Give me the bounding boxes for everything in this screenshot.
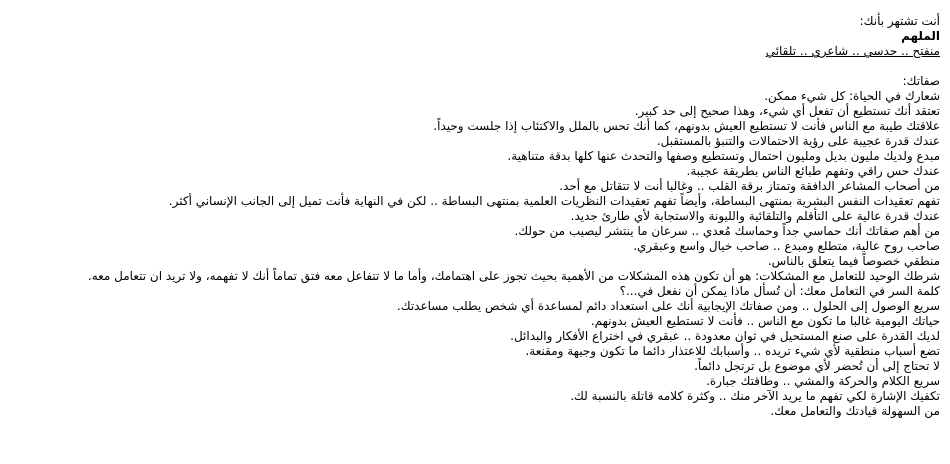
- quality-item: عندك قدرة عالية على التأقلم والتلقائية والليونة والاستجابة لأي طارئ جديد.: [570, 209, 940, 223]
- quality-item: مبدع ولديك مليون بديل ومليون احتمال وتستطيع وصفها والتحدث عنها كلها بدقة متناهية.: [507, 149, 940, 163]
- intro-text: أنت تشتهر بأنك:: [859, 14, 940, 28]
- quality-item: كلمة السر في التعامل معك: أن تُسأل ماذا يمكن أن نفعل في...؟: [619, 284, 940, 298]
- quality-item: من أصحاب المشاعر الدافقة وتمتاز برقة القلب .. وغالبا أنت لا تتقاتل مع أحد.: [559, 179, 940, 193]
- traits-line: منفتح .. حدسي .. شاعري .. تلقائي: [765, 44, 940, 58]
- quality-item: شعارك في الحياة: كل شيء ممكن.: [764, 89, 940, 103]
- quality-item: تعتقد أنك تستطيع أن تفعل أي شيء، وهذا صحيح إلى حد كبير.: [634, 104, 940, 118]
- quality-item: منطقي خصوصاً فيما يتعلق بالناس.: [767, 254, 940, 268]
- quality-item: حياتك اليومية غالبا ما تكون مع الناس .. فأنت لا تستطيع العيش بدونهم.: [590, 314, 940, 328]
- quality-item: سريع الوصول إلى الحلول .. ومن صفاتك الإيجابية أنك على استعداد دائم لمساعدة أي شخص يطلب مساعدتك.: [396, 299, 940, 313]
- quality-item: عندك حس راقي وتفهم طبائع الناس بطريقة عجيبة.: [686, 164, 940, 178]
- quality-item: تكفيك الإشارة لكي تفهم ما يريد الآخر منك .. وكثرة كلامه قاتلة بالنسبة لك.: [570, 389, 940, 403]
- qualities-list: [4, 89, 940, 419]
- quality-item: علاقتك طيبة مع الناس فأنت لا تستطيع العيش بدونهم، كما أنك تحس بالملل والاكتئاب إذا جلست وحيداً.: [433, 119, 940, 133]
- spacer: [4, 59, 940, 74]
- quality-item: تضع أسباب منطقية لأي شيء تريده .. وأسبابك للاعتذار دائما ما تكون وجيهة ومقنعة.: [525, 344, 940, 358]
- quality-item: لديك القدرة على صنع المستحيل في ثوان معدودة .. عبقري في اختراع الأفكار والبدائل.: [510, 329, 940, 343]
- quality-item: تفهم تعقيدات النفس البشرية بمنتهى البساطة، وأيضاً تفهم تعقيدات النظريات العلمية بمنتهى البساطة .. لكن في النهاية فأنت تميل إلى الجانب الإنساني أكثر.: [168, 194, 940, 208]
- quality-item: سريع الكلام والحركة والمشي .. وطاقتك جبارة.: [706, 374, 940, 388]
- personality-title: الملهم: [901, 29, 940, 43]
- quality-item: صاحب روح عالية، متطلع ومبدع .. صاحب خيال واسع وعبقري.: [633, 239, 940, 253]
- quality-item: عندك قدرة عجيبة على رؤية الاحتمالات والتنبؤ بالمستقبل.: [656, 134, 940, 148]
- quality-item: لا تحتاج إلى أن تُحضر لأي موضوع بل ترتجل دائماً.: [694, 359, 940, 373]
- quality-item: شرطك الوحيد للتعامل مع المشكلات: هو أن تكون هذه المشكلات من الأهمية بحيث تجوز على اهتمامك، وأما ما لا تتفاعل معه فتق تماماً أنك لا تفهمه، ولا تريد ان تتعامل معه.: [87, 269, 940, 283]
- quality-item: من السهولة قيادتك والتعامل معك.: [770, 404, 940, 418]
- qualities-heading: صفاتك:: [902, 74, 940, 88]
- quality-item: من أهم صفاتك أنك حماسي جداً وحماسك مُعدي .. سرعان ما ينتشر ليصيب من حولك.: [514, 224, 940, 238]
